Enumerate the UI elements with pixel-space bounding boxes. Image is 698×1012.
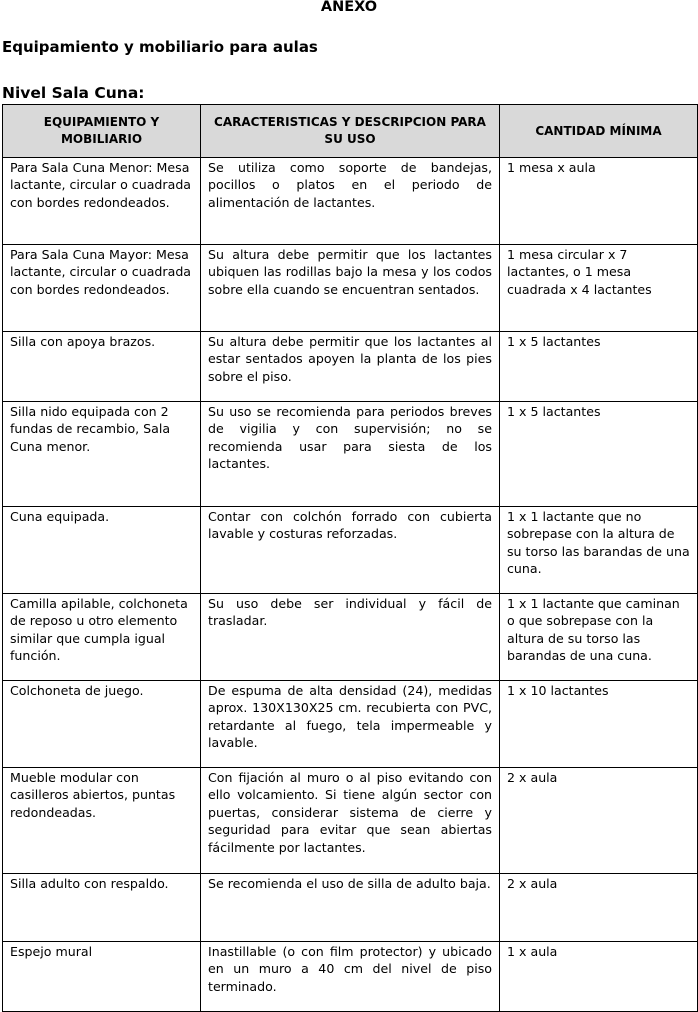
table-row <box>3 942 698 1012</box>
item-cell: Silla adulto con respaldo. <box>3 874 201 942</box>
description-cell: Se utiliza como soporte de bandejas, pocillos o platos en el periodo de alimentación de lactantes. <box>201 158 500 245</box>
equipment-table <box>2 104 698 1012</box>
quantity-cell: 1 x 5 lactantes <box>500 402 698 507</box>
description-cell: De espuma de alta densidad (24), medidas aprox. 130X130X25 cm. recubierta con PVC, retardante al fuego, tela impermeable y lavable. <box>201 681 500 768</box>
quantity-cell: 1 x aula <box>500 942 698 1012</box>
description-cell: Su altura debe permitir que los lactantes ubiquen las rodillas bajo la mesa y los codos sobre ella cuando se encuentran sentados. <box>201 245 500 332</box>
description-cell: Inastillable (o con film protector) y ubicado en un muro a 40 cm del nivel de piso terminado. <box>201 942 500 1012</box>
description-cell: Se recomienda el uso de silla de adulto baja. <box>201 874 500 942</box>
table-row <box>3 681 698 768</box>
description-cell: Su uso se recomienda para periodos breves de vigilia y con supervisión; no se recomienda usar para siesta de los lactantes. <box>201 402 500 507</box>
table-row <box>3 507 698 594</box>
quantity-cell: 1 mesa x aula <box>500 158 698 245</box>
description-cell: Contar con colchón forrado con cubierta lavable y costuras reforzadas. <box>201 507 500 594</box>
table-row <box>3 402 698 507</box>
description-cell: Con fijación al muro o al piso evitando con ello volcamiento. Si tiene algún sector con puertas, considerar sistema de cierre y seguridad para evitar que sean abiertas fácilmente por lactantes. <box>201 768 500 874</box>
annex-title: ANEXO <box>320 0 378 15</box>
item-cell: Silla con apoya brazos. <box>3 332 201 402</box>
item-cell: Colchoneta de juego. <box>3 681 201 768</box>
item-cell: Para Sala Cuna Mayor: Mesa lactante, circular o cuadrada con bordes redondeados. <box>3 245 201 332</box>
header-equipment: EQUIPAMIENTO Y MOBILIARIO <box>3 105 201 158</box>
quantity-cell: 2 x aula <box>500 874 698 942</box>
level-title: Nivel Sala Cuna: <box>2 84 145 102</box>
quantity-cell: 1 x 1 lactante que caminan o que sobrepase con la altura de su torso las barandas de una cuna. <box>500 594 698 681</box>
table-row <box>3 245 698 332</box>
quantity-cell: 1 x 1 lactante que no sobrepase con la altura de su torso las barandas de una cuna. <box>500 507 698 594</box>
item-cell: Para Sala Cuna Menor: Mesa lactante, circular o cuadrada con bordes redondeados. <box>3 158 201 245</box>
description-cell: Su altura debe permitir que los lactantes al estar sentados apoyen la planta de los pies sobre el piso. <box>201 332 500 402</box>
section-title: Equipamiento y mobiliario para aulas <box>2 38 318 56</box>
item-cell: Cuna equipada. <box>3 507 201 594</box>
item-cell: Mueble modular con casilleros abiertos, puntas redondeadas. <box>3 768 201 874</box>
item-cell: Camilla apilable, colchoneta de reposo u otro elemento similar que cumpla igual función. <box>3 594 201 681</box>
description-cell: Su uso debe ser individual y fácil de trasladar. <box>201 594 500 681</box>
item-cell: Espejo mural <box>3 942 201 1012</box>
item-cell: Silla nido equipada con 2 fundas de recambio, Sala Cuna menor. <box>3 402 201 507</box>
table-row <box>3 768 698 874</box>
table-header-row <box>3 105 698 158</box>
quantity-cell: 1 mesa circular x 7 lactantes, o 1 mesa cuadrada x 4 lactantes <box>500 245 698 332</box>
quantity-cell: 1 x 5 lactantes <box>500 332 698 402</box>
table-row <box>3 158 698 245</box>
quantity-cell: 2 x aula <box>500 768 698 874</box>
quantity-cell: 1 x 10 lactantes <box>500 681 698 768</box>
header-quantity: CANTIDAD MÍNIMA <box>500 105 698 158</box>
table-row <box>3 594 698 681</box>
table-row <box>3 874 698 942</box>
header-description: CARACTERISTICAS Y DESCRIPCION PARA SU USO <box>201 105 500 158</box>
table-row <box>3 332 698 402</box>
